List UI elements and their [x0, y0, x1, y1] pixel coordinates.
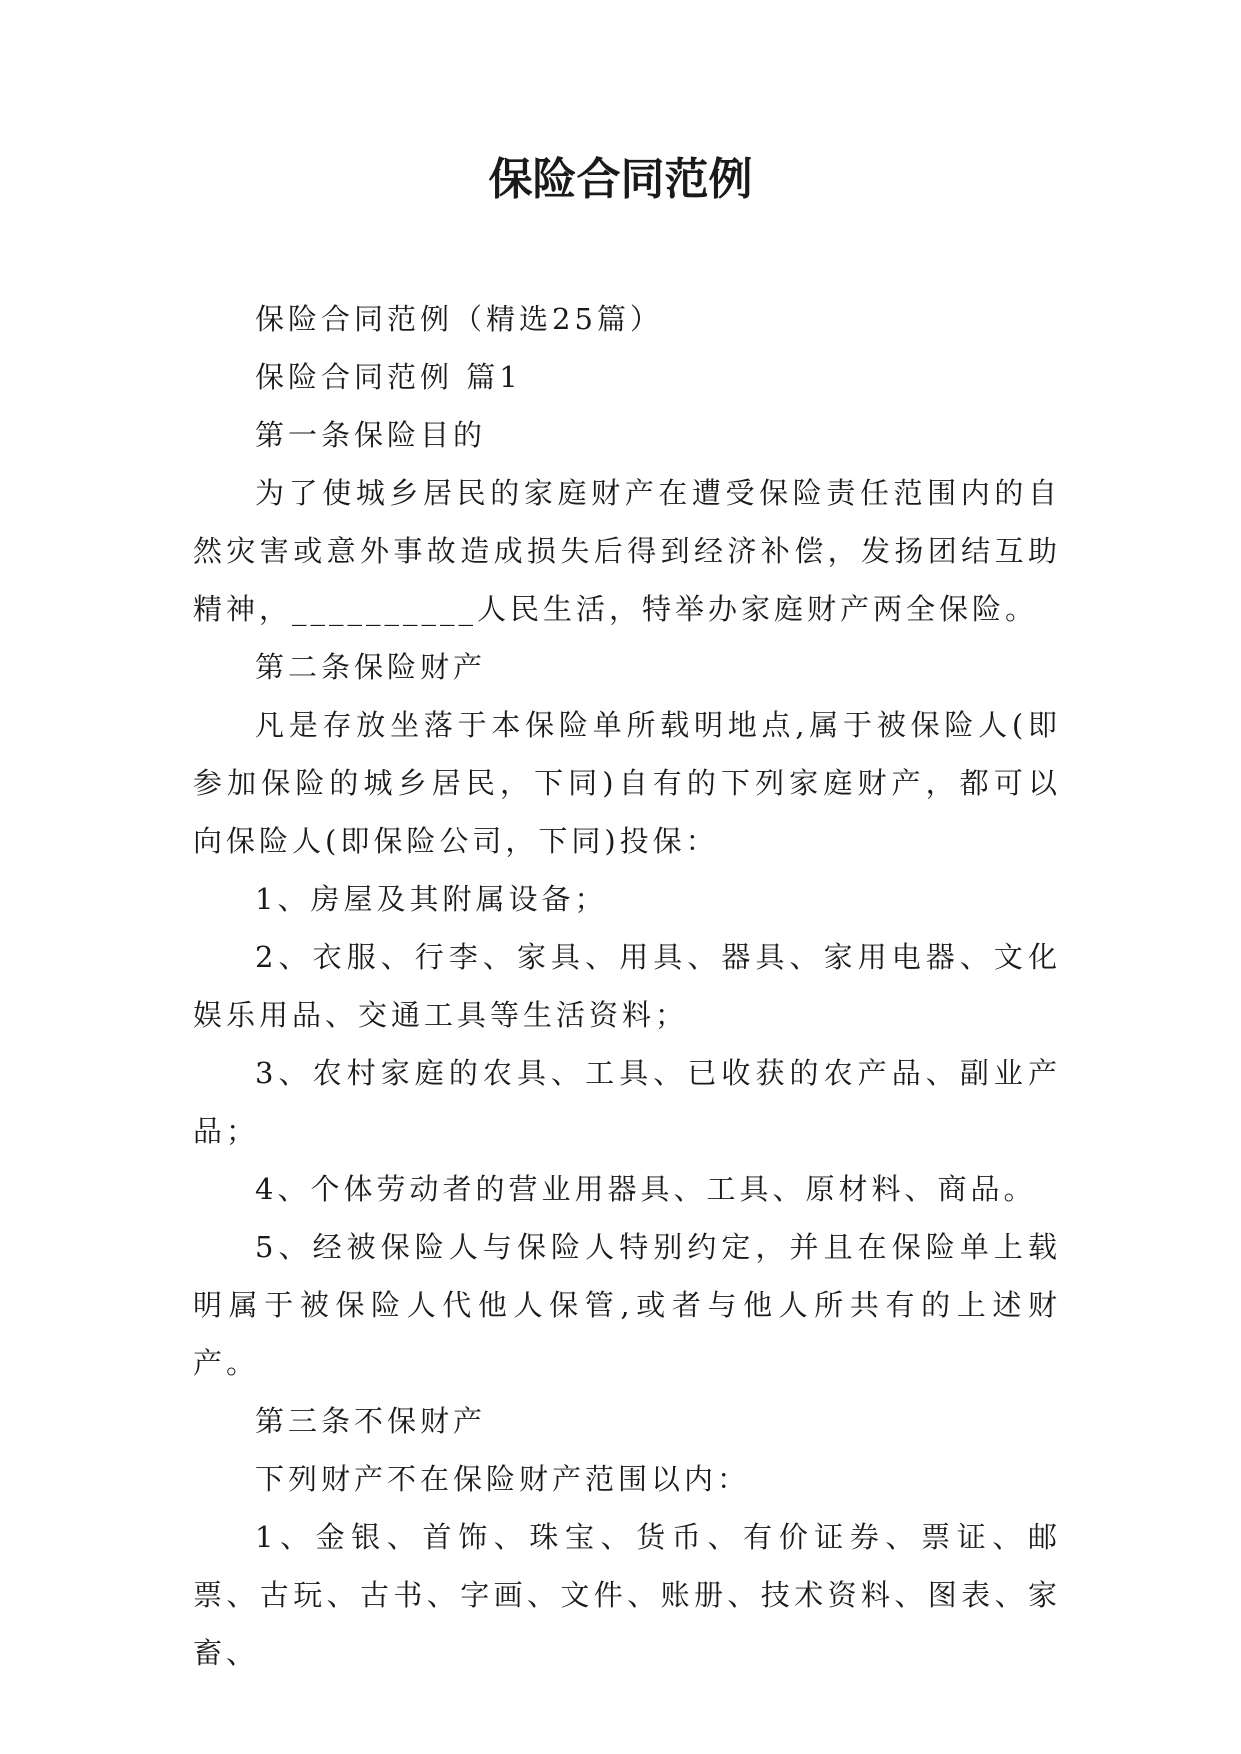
paragraph-section-heading: 保险合同范例 篇1: [255, 360, 522, 394]
paragraph-article-2-heading: 第二条保险财产: [255, 650, 487, 684]
paragraph-list-item: 3、农村家庭的农具、工具、已收获的农产品、副业产品；: [193, 1056, 1061, 1148]
paragraph-article-3-heading: 第三条不保财产: [255, 1404, 487, 1438]
paragraph-list-item: 1、房屋及其附属设备；: [255, 882, 608, 916]
paragraph-list-item: 1、金银、首饰、珠宝、货币、有价证券、票证、邮票、古玩、古书、字画、文件、账册、技术资料、图表、家畜、: [193, 1520, 1061, 1670]
paragraph-article-2-text: 凡是存放坐落于本保险单所载明地点,属于被保险人(即参加保险的城乡居民，下同)自有的下列家庭财产，都可以向保险人(即保险公司，下同)投保：: [193, 708, 1061, 858]
paragraph-article-1-heading: 第一条保险目的: [255, 418, 487, 452]
paragraph-list-item: 2、衣服、行李、家具、用具、器具、家用电器、文化娱乐用品、交通工具等生活资料；: [193, 940, 1061, 1032]
paragraph-subtitle: 保险合同范例（精选25篇）: [255, 302, 663, 336]
document-title: 保险合同范例: [488, 154, 753, 205]
paragraph-article-1-text: 为了使城乡居民的家庭财产在遭受保险责任范围内的自然灾害或意外事故造成损失后得到经济补偿，发扬团结互助精神，__________人民生活，特举办家庭财产两全保险。: [193, 476, 1061, 626]
paragraph-article-3-text: 下列财产不在保险财产范围以内：: [255, 1462, 751, 1496]
paragraph-list-item: 4、个体劳动者的营业用器具、工具、原材料、商品。: [255, 1172, 1037, 1206]
document-body: [193, 290, 1061, 1682]
paragraph-list-item: 5、经被保险人与保险人特别约定，并且在保险单上载明属于被保险人代他人保管,或者与他人所共有的上述财产。: [193, 1230, 1061, 1380]
